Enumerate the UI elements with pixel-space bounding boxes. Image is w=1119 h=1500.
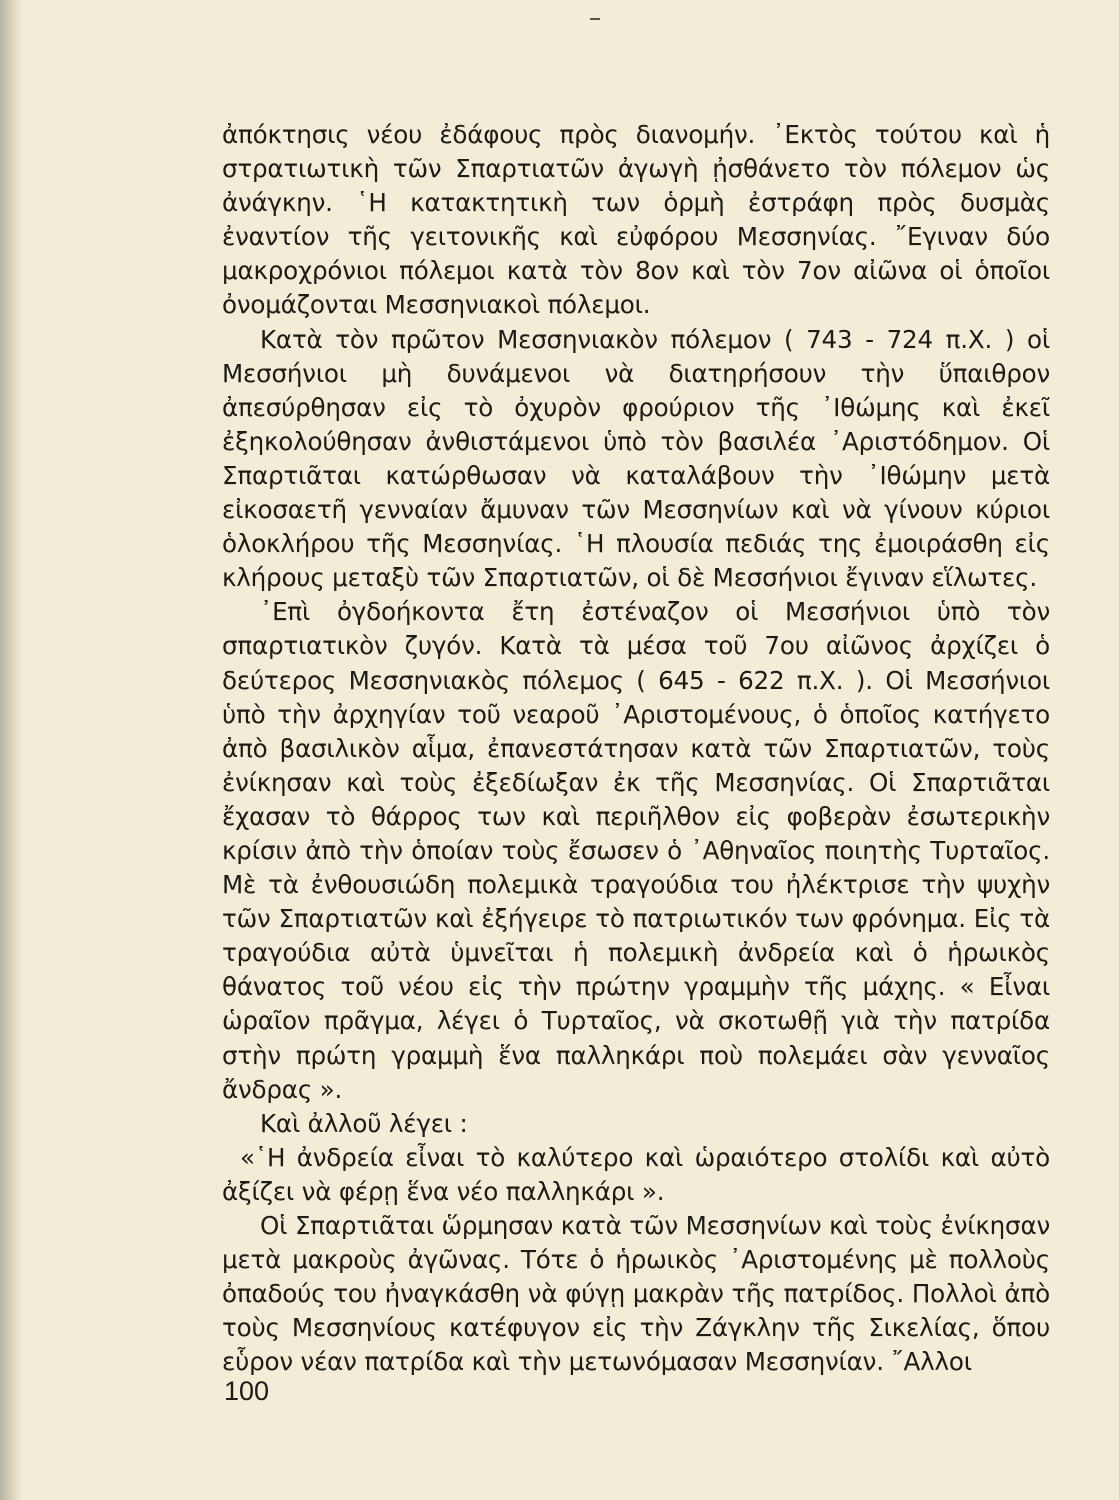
paragraph-5-quote: «῾Η ἀνδρεία εἶναι τὸ καλύτερο καὶ ὡραιότερο στολίδι καὶ αὐτὸ ἀξίζει νὰ φέρῃ ἕνα νέο παλληκάρι ». bbox=[222, 1142, 1050, 1206]
paragraph-3: ᾿Επὶ ὀγδοήκοντα ἔτη ἐστέναζον οἱ Μεσσήνιοι ὑπὸ τὸν σπαρτιατικὸν ζυγόν. Κατὰ τὰ μέσα τοῦ 7ου αἰῶνος ἀρχίζει ὁ δεύτερος Μεσσηνιακὸς πόλεμος ( 645 - 622 π.Χ. ). Οἱ Μεσσήνιοι ὑπὸ τὴν ἀρχηγίαν τοῦ νεαροῦ ᾿Αριστομένους, ὁ ὁποῖος κατήγετο ἀπὸ βασιλικὸν αἷμα, ἐπανεστάτησαν κατὰ τῶν Σπαρτιατῶν, τοὺς ἐνίκησαν καὶ τοὺς ἐξεδίωξαν ἐκ τῆς Μεσσηνίας. Οἱ Σπαρτιᾶται ἔχασαν τὸ θάρρος των καὶ περιῆλθον εἰς φοβερὰν ἐσωτερικὴν κρίσιν ἀπὸ τὴν ὁποίαν τοὺς ἔσωσεν ὁ ᾿Αθηναῖος ποιητὴς Τυρταῖος. Μὲ τὰ ἐνθουσιώδη πολεμικὰ τραγούδια του ἠλέκτρισε τὴν ψυχὴν τῶν Σπαρτιατῶν καὶ ἐξήγειρε τὸ πατριωτικόν των φρόνημα. Εἰς τὰ τραγούδια αὐτὰ ὑμνεῖται ἡ πολεμικὴ ἀνδρεία καὶ ὁ ἡρωικὸς θάνατος τοῦ νέου εἰς τὴν πρώτην γραμμὴν τῆς μάχης. « Εἶναι ὡραῖον πρᾶγμα, λέγει ὁ Τυρταῖος, νὰ σκοτωθῇ γιὰ τὴν πατρίδα στὴν πρώτη γραμμὴ ἕνα παλληκάρι ποὺ πολεμάει σὰν γενναῖος ἄνδρας ». bbox=[222, 597, 1050, 1104]
page-binding-edge bbox=[0, 0, 22, 1500]
paragraph-6: Οἱ Σπαρτιᾶται ὥρμησαν κατὰ τῶν Μεσσηνίων καὶ τοὺς ἐνίκησαν μετὰ μακροὺς ἀγῶνας. Τότε ὁ ἡρωικὸς ᾿Αριστομένης μὲ πολλοὺς ὀπαδούς του ἠναγκάσθη νὰ φύγῃ μακρὰν τῆς πατρίδος. Πολλοὶ ἀπὸ τοὺς Μεσσηνίους κατέφυγον εἰς τὴν Ζάγκλην τῆς Σικελίας, ὅπου εὗρον νέαν πατρίδα καὶ τὴν μετωνόμασαν Μεσσηνίαν. ῎Αλλοι bbox=[222, 1211, 1050, 1377]
page-number: 100 bbox=[224, 1376, 270, 1406]
paragraph-4: Καὶ ἀλλοῦ λέγει : bbox=[260, 1108, 468, 1138]
print-mark bbox=[590, 18, 600, 20]
book-page-text bbox=[222, 118, 1050, 1379]
paragraph-2: Κατὰ τὸν πρῶτον Μεσσηνιακὸν πόλεμον ( 743 - 724 π.Χ. ) οἱ Μεσσήνιοι μὴ δυνάμενοι νὰ διατηρήσουν τὴν ὕπαιθρον ἀπεσύρθησαν εἰς τὸ ὀχυρὸν φρούριον τῆς ᾿Ιθώμης καὶ ἐκεῖ ἐξηκολούθησαν ἀνθιστάμενοι ὑπὸ τὸν βασιλέα ᾿Αριστόδημον. Οἱ Σπαρτιᾶται κατώρθωσαν νὰ καταλάβουν τὴν ᾿Ιθώμην μετὰ εἰκοσαετῆ γενναίαν ἄμυναν τῶν Μεσσηνίων καὶ νὰ γίνουν κύριοι ὁλοκλήρου τῆς Μεσσηνίας. ῾Η πλουσία πεδιάς της ἐμοιράσθη εἰς κλήρους μεταξὺ τῶν Σπαρτιατῶν, οἱ δὲ Μεσσήνιοι ἔγιναν εἵλωτες. bbox=[222, 324, 1050, 593]
paragraph-1: ἀπόκτησις νέου ἐδάφους πρὸς διανομήν. ᾿Εκτὸς τούτου καὶ ἡ στρατιωτικὴ τῶν Σπαρτιατῶν ἀγωγὴ ᾐσθάνετο τὸν πόλεμον ὡς ἀνάγκην. ῾Η κατακτητικὴ των ὁρμὴ ἐστράφη πρὸς δυσμὰς ἐναντίον τῆς γειτονικῆς καὶ εὐφόρου Μεσσηνίας. ῎Εγιναν δύο μακροχρόνιοι πόλεμοι κατὰ τὸν 8ον καὶ τὸν 7ον αἰῶνα οἱ ὁποῖοι ὀνομάζονται Μεσσηνιακοὶ πόλεμοι. bbox=[222, 120, 1050, 320]
